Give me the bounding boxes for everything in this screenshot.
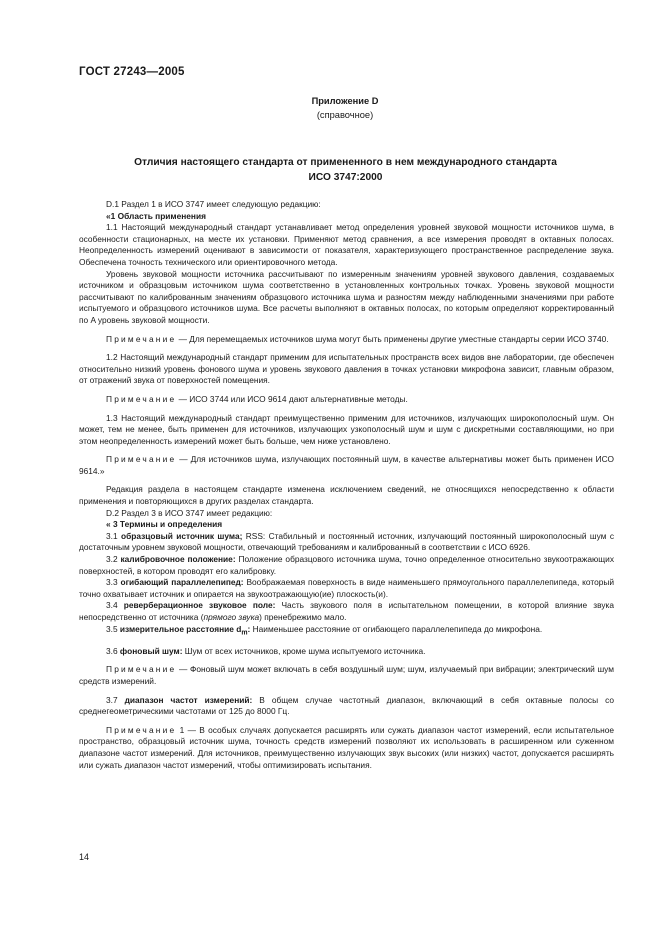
term-definition: Положение образцового источника шума, точно определенное относительно звукоотражающих поверхностей, в котором проводят его калибровку. [79, 554, 614, 576]
appendix-heading [280, 94, 410, 122]
term-3-2: 3.2 калибровочное положение: Положение образцового источника шума, точно определенное относительно звукоотражающих поверхностей, в котором проводят его калибровку. [79, 554, 614, 576]
term-3-5: 3.5 измерительное расстояние $d_m$: Наименьшее расстояние от огибающего параллелепипеда до микрофона. [106, 623, 543, 637]
note-1 [79, 334, 614, 346]
standard-designation: ГОСТ 27243—2005 [79, 66, 185, 78]
section-1-heading: «1 Область применения [106, 210, 206, 221]
note-text: — Для источников шума, излучающих постоянный шум, в качестве альтернативы может быть применен ИСО 9614.» [79, 454, 614, 476]
appendix-label: Приложение D [311, 96, 379, 106]
note-4 [79, 664, 614, 687]
term-definition: Часть звукового поля в испытательном помещении, в которой влияние звука непосредственно от источника ( [79, 600, 614, 622]
note-text: 1 — В особых случаях допускается расширять или сужать диапазон частот измерений, если испытательное пространство, образцовый источник шума, точность средств измерений позволяют их использовать в расширенном или суженном диапазоне частот измерений. Для источников, преимущественно излучающих звук высоких (или низких) частот, допускается расширять или сужать диапазон частот измерений, чтобы оптимизировать испытания. [79, 724, 614, 770]
term-3-1: 3.1 образцовый источник шума; RSS: Стабильный и постоянный источник, излучающий постоянный широкополосный шум с достаточным уровнем звуковой мощности, отвечающий требованиям и калиброванный в соответствии с ИСО 6926. [79, 530, 614, 553]
term-definition: В общем случае частотный диапазон, включающий в себя октавные полосы со среднегеометрическими частотами от 125 до 8000 Гц. [79, 694, 614, 717]
paragraph-revision-note: Редакция раздела в настоящем стандарте изменена исключением сведений, не относящихся непосредственно к области применения и повторяющихся в других разделах стандарта. [79, 484, 614, 507]
term-definition: Воображаемая поверхность в виде наименьшего прямоугольного параллелепипеда, который точно охватывает источник и опирается на звукоотражающую(ие) плоскость(и). [79, 577, 615, 599]
note-2 [79, 394, 614, 406]
note-5 [79, 725, 614, 771]
term-name: измерительное расстояние d [119, 623, 242, 634]
term-definition: RSS: Стабильный и постоянный источник, излучающий постоянный широкополосный шум с достаточным уровнем звуковой мощности, отвечающий требованиям и калиброванный в соответствии с ИСО 6926. [79, 530, 614, 553]
term-name: образцовый источник шума; [120, 530, 243, 541]
term-3-7: 3.7 диапазон частот измерений: В общем случае частотный диапазон, включающий в себя октавные полосы со среднегеометрическими частотами от 125 до 8000 Гц. [79, 694, 614, 717]
note-label: Примечание [106, 454, 177, 465]
term-definition: Шум от всех источников, кроме шума испытуемого источника. [182, 645, 426, 656]
term-name: реверберационное звуковое поле: [123, 600, 276, 611]
term-definition-italic: прямого звука [203, 612, 260, 622]
paragraph-1-1: 1.1 Настоящий международный стандарт устанавливает метод определения уровней звуковой мощности источников шума, в особенности стационарных, на месте их установки. Применяют метод сравнения, а все измерения проводят в октавных полосах. Неопределенность измерений оценивают в зависимости от показателя, характеризующего пространственное распределение звука. Обеспечена точность технического или ориентировочного метода. [79, 222, 614, 267]
term-3-3: 3.3 огибающий параллелепипед: Воображаемая поверхность в виде наименьшего прямоугольного параллелепипеда, который точно охватывает источник и опирается на звукоотражающую(ие) плоскость(и). [79, 577, 615, 599]
title-line-1: Отличия настоящего стандарта от примененного в нем международного стандарта [134, 157, 557, 168]
term-3-4: 3.4 реверберационное звуковое поле: Часть звукового поля в испытательном помещении, в которой влияние звука непосредственно от источника (прямого звука) пренебрежимо мало. [79, 600, 614, 622]
note-text: — Для перемещаемых источников шума могут быть применены другие уместные стандарты серии ИСО 3740. [176, 333, 609, 344]
term-name: огибающий параллелепипед: [120, 577, 244, 588]
document-body [79, 199, 614, 771]
note-label: Примечание [106, 333, 177, 344]
appendix-type: (справочное) [316, 110, 374, 120]
term-3-6: 3.6 фоновый шум: Шум от всех источников, кроме шума испытуемого источника. [106, 645, 426, 656]
title-line-2: ИСО 3747:2000 [308, 172, 383, 183]
appendix-title [88, 155, 603, 185]
paragraph-1-2: 1.2 Настоящий международный стандарт применим для испытательных пространств всех видов вне лаборатории, где обеспечен относительно низкий уровень фонового шума и уровень звукового давления в точках установки микрофона зависит, главным образом, от отражений звука от поверхностей помещения. [79, 352, 614, 386]
paragraph-d2: D.2 Раздел 3 в ИСО 3747 имеет редакцию: [106, 507, 273, 518]
note-3 [79, 454, 614, 477]
page-number: 14 [79, 852, 90, 862]
term-definition: Наименьшее расстояние от огибающего параллелепипеда до микрофона. [250, 623, 543, 634]
paragraph-1-3: 1.3 Настоящий международный стандарт преимущественно применим для источников, излучающих широкополосный шум. Он может, тем не менее, быть применен для источников, излучающих узкополосный шум и шум с дискретными составляющими, но при этом неопределенность измерений может быть больше, чем ниже установлено. [79, 412, 614, 446]
term-name: калибровочное положение: [120, 554, 236, 565]
term-name: диапазон частот измерений: [124, 694, 253, 705]
section-3-heading: « 3 Термины и определения [106, 519, 223, 530]
note-label: Примечание [106, 393, 177, 404]
note-text: — ИСО 3744 или ИСО 9614 дают альтернативные методы. [176, 393, 408, 404]
paragraph-d1: D.1 Раздел 1 в ИСО 3747 имеет следующую редакцию: [106, 199, 321, 209]
paragraph-1-1-continued: Уровень звуковой мощности источника рассчитывают по измеренным значениям уровней звукового давления, создаваемых источником и образцовым источником шума соответственно в установленных контрольных точках. Уровень звуковой мощности рассчитывают по калиброванным значениям образцового источника шума и разностям между наблюденными значениями при работе испытуемого и образцового источников шума. Все расчеты выполняют в октавных полосах, по которым определяют корректированный по A уровень звуковой мощности. [79, 268, 614, 325]
term-subscript: m [241, 629, 248, 637]
note-label: Примечание [106, 724, 177, 735]
term-definition: ) пренебрежимо мало. [259, 612, 347, 622]
note-label: Примечание [106, 664, 177, 675]
note-text: — Фоновый шум может включать в себя воздушный шум; шум, излучаемый при вибрации; электрический шум средств измерений. [79, 664, 614, 687]
term-name: фоновый шум: [119, 645, 183, 656]
